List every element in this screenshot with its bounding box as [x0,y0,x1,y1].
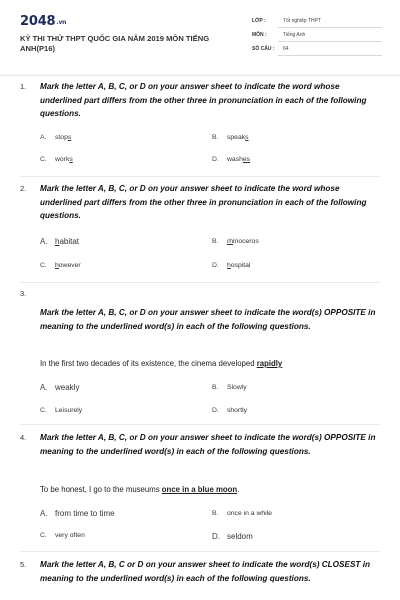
option-text: Slowly [227,384,247,391]
question-5 [20,560,382,600]
option-underlined: rh [227,238,234,245]
option-text: once in a while [227,510,272,517]
option-letter: D. [212,156,219,163]
question-3 [20,289,382,429]
option-letter: C. [40,532,47,539]
option-text: stop [55,134,68,141]
question-instruction: Mark the letter A, B, C, or D on your answer sheet to indicate the word(s) OPPOSITE in meaning to the underlined word(s) in each of the following questions. [40,433,376,456]
option-underlined: h [227,262,231,269]
option-d[interactable] [212,156,250,163]
option-d[interactable] [212,407,247,414]
option-a[interactable] [40,134,71,141]
option-c[interactable] [40,407,82,414]
option-text: from time to time [55,509,115,518]
option-text: ospital [230,262,251,269]
option-letter: B. [212,134,219,141]
stem-underlined: once in a blue moon [161,485,238,494]
option-letter: C. [40,407,47,414]
option-letter: A. [40,509,48,518]
option-letter: B. [212,510,219,517]
question-number: 5. [20,560,27,569]
meta-count [252,44,382,56]
option-a[interactable] [40,237,79,246]
option-letter: B. [212,238,219,245]
option-letter: D. [212,262,219,269]
meta-count-line [278,55,382,56]
question-1 [20,82,382,182]
question-number: 3. [20,289,27,298]
question-stem [40,359,378,368]
meta-class-line [278,27,382,28]
option-text: weakly [55,383,80,392]
option-text: shortly [227,407,248,414]
option-a[interactable] [40,509,115,518]
option-letter: C. [40,262,47,269]
option-text: Leisurely [55,407,83,414]
option-text: work [55,156,70,163]
option-letter: A. [40,134,47,141]
question-instruction: Mark the letter A, B, C or D on your answer sheet to indicate the word(s) CLOSEST in meaning to the underlined word(s) in each of the following questions. [40,560,370,583]
stem-text: In the first two decades of its existence, the cinema developed [40,359,257,368]
meta-class-value: Tốt nghiệp THPT [283,18,321,24]
option-c[interactable] [40,156,73,163]
stem-text: To be honest, I go to the museums [40,485,162,494]
option-underlined: s [67,134,72,141]
meta-class-label: LỚP : [252,18,266,24]
option-text: very often [55,532,85,539]
option-letter: B. [212,384,219,391]
question-instruction: Mark the letter A, B, C, or D on your answer sheet to indicate the word whose underlined part differs from the other three in pronunciation in each of the following questions. [40,184,367,220]
option-underlined: s [69,156,73,163]
meta-subject [252,30,382,42]
option-underlined: es [242,156,251,163]
option-b[interactable] [212,238,259,245]
option-text: wash [227,156,243,163]
exam-title: KỲ THI THỬ THPT QUỐC GIA NĂM 2019 MÔN TIẾNG ANH(P16) [20,34,210,53]
brand-logo[interactable] [20,14,66,29]
divider [20,551,380,552]
option-text: abitat [59,237,80,246]
question-4 [20,433,382,551]
divider [20,424,380,425]
option-d[interactable] [212,532,253,541]
option-text: owever [58,262,81,269]
option-d[interactable] [212,262,250,269]
option-a[interactable] [40,383,79,392]
logo-suffix: .vn [56,19,67,26]
option-letter: D. [212,407,219,414]
option-b[interactable] [212,384,247,391]
option-text: seldom [227,532,253,541]
option-underlined: h [55,237,60,246]
option-text: inoceros [233,238,259,245]
option-letter: D. [212,532,220,541]
option-letter: A. [40,383,48,392]
question-instruction: Mark the letter A, B, C, or D on your answer sheet to indicate the word(s) OPPOSITE in meaning to the underlined word(s) in each of the following questions. [40,308,376,331]
option-b[interactable] [212,510,272,517]
meta-count-label: SỐ CÂU : [252,46,275,52]
question-number: 4. [20,433,27,442]
logo-text: 2048 [20,14,56,29]
question-instruction: Mark the letter A, B, C, or D on your answer sheet to indicate the word whose underlined part differs from the other three in pronunciation in each of the following questions. [40,82,367,118]
option-underlined: h [55,262,59,269]
option-letter: C. [40,156,47,163]
divider [20,176,380,177]
exam-header [0,0,400,76]
option-underlined: s [245,134,249,141]
meta-count-value: 64 [283,46,289,52]
question-stem [40,485,378,494]
meta-subject-value: Tiếng Anh [283,32,306,38]
meta-subject-label: MÔN : [252,32,267,38]
divider [20,282,380,283]
option-text: speak [227,134,246,141]
option-c[interactable] [40,262,81,269]
option-letter: A. [40,237,48,246]
question-2 [20,184,382,284]
question-number: 1. [20,82,27,91]
stem-end: . [237,485,240,494]
meta-class [252,16,382,28]
option-c[interactable] [40,532,85,539]
question-number: 2. [20,184,27,193]
option-b[interactable] [212,134,249,141]
stem-underlined: rapidly [256,359,283,368]
meta-subject-line [278,41,382,42]
